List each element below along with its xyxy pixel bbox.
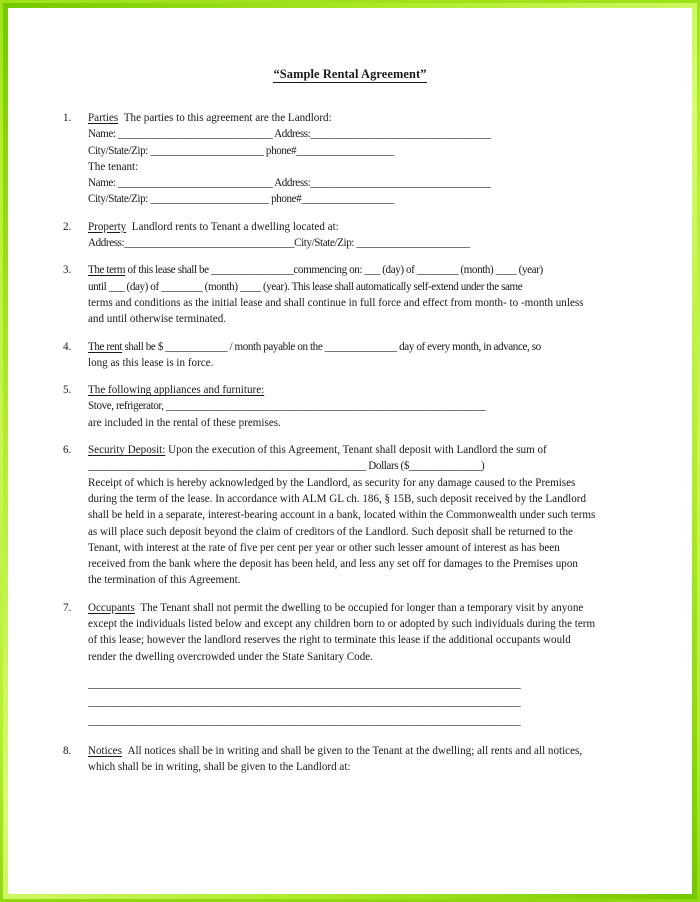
field-tenant-city-phone: City/State/Zip: _______________________ phone#__________________ [88, 193, 394, 206]
clause-body-line: are included in the rental of these premises. [88, 416, 281, 429]
clause-appliances [10, 382, 690, 431]
blank-write-in-line: ____________________________________________________________________________________ [88, 677, 521, 690]
clause-heading-line [88, 442, 668, 458]
clause-body-line: Receipt of which is hereby acknowledged by the Landlord, as security for any damage caused to the Premises [88, 476, 576, 489]
field-property-address: Address:_________________________________City/State/Zip: ______________________ [88, 237, 470, 250]
clause-parties [10, 110, 690, 208]
clause-number: 2. [63, 220, 72, 233]
blank-write-in-line: ____________________________________________________________________________________ [88, 696, 521, 709]
clause-heading-line [88, 262, 668, 278]
clause-body-line: which shall be in writing, shall be given to the Landlord at: [88, 761, 351, 774]
clause-intro-text: The Tenant shall not permit the dwelling to be occupied for longer than a temporary visit by anyone [140, 601, 584, 614]
clause-rent [10, 339, 690, 372]
document-page [10, 10, 690, 892]
clause-body-line: terms and conditions as the initial lease and shall continue in full force and effect from month- to -month unless [88, 296, 584, 309]
field-appliances-list: Stove, refrigerator, ______________________________________________________________ [88, 400, 486, 413]
clause-number: 3. [63, 264, 72, 277]
clause-heading-line [88, 110, 668, 126]
clause-heading-line [88, 219, 668, 235]
clause-notices [10, 743, 690, 776]
field-landlord-name-address: Name: ______________________________ Address:___________________________________ [88, 128, 491, 141]
field-landlord-city-phone: City/State/Zip: ______________________ phone#___________________ [88, 144, 394, 157]
clause-security-deposit [10, 442, 690, 589]
clause-number: 1. [63, 112, 72, 124]
field-tenant-name-address: Name: ______________________________ Address:___________________________________ [88, 177, 491, 190]
clause-intro-text: The parties to this agreement are the Landlord: [123, 112, 332, 124]
clause-body-line: and until otherwise terminated. [88, 313, 227, 326]
clause-body-line: Tenant, with interest at the rate of five per cent per year or other such lesser amount of interest as has been [88, 541, 560, 554]
field-deposit-amount: ______________________________________________________ Dollars ($______________) [88, 460, 485, 473]
clause-lead-label: Parties [88, 112, 119, 124]
clause-intro-text: shall be $ ____________ / month payable on the ______________ day of every month, in advance, so [124, 340, 541, 353]
blank-write-in-line: ____________________________________________________________________________________ [88, 714, 521, 727]
clause-lead-label: Occupants [88, 601, 135, 614]
clause-body-line: until ___ (day) of ________ (month) ____ (year). This lease shall automatically self-extend under the same [88, 280, 523, 293]
clause-occupants [10, 600, 690, 665]
clause-lead-label: The term [88, 264, 126, 277]
clause-number: 5. [63, 384, 72, 397]
clause-lead-label: Property [88, 220, 127, 233]
clause-heading-line [88, 339, 668, 355]
clause-intro-text: All notices shall be in writing and shall be given to the Tenant at the dwelling; all rents and all notices, [127, 744, 583, 757]
clause-heading-line [88, 382, 668, 398]
clause-intro-text: of this lease shall be ________________commencing on: ___ (day) of ________ (month) ____ (year) [127, 264, 543, 277]
clause-number: 6. [63, 444, 72, 457]
clause-body-line: long as this lease is in force. [88, 356, 214, 369]
occupants-blank-lines [10, 676, 690, 729]
clause-body-line: except the individuals listed below and except any children born to or adopted by such individuals during the term [88, 618, 596, 631]
page-title [10, 65, 690, 83]
clause-lead-label: The rent [88, 340, 123, 353]
clause-number: 4. [63, 340, 72, 353]
clause-heading-line [88, 600, 668, 616]
clause-body-line: as will place such deposit beyond the claim of creditors of the Landlord. Such deposit shall be returned to the [88, 525, 573, 538]
tenant-subheading: The tenant: [88, 160, 139, 173]
clause-body-line: during the term of the lease. In accordance with ALM GL ch. 186, § 15B, such deposit received by the Landlord [88, 492, 587, 505]
page-title-text: “Sample Rental Agreement” [273, 67, 427, 81]
clause-intro-text: Upon the execution of this Agreement, Tenant shall deposit with Landlord the sum of [168, 444, 547, 457]
clause-lead-label: The following appliances and furniture: [88, 384, 265, 397]
clause-body-line: the termination of this Agreement. [88, 574, 241, 587]
clause-property [10, 219, 690, 252]
clause-heading-line [88, 743, 668, 759]
document-body [10, 110, 690, 786]
clause-body-line: of this lease; however the landlord reserves the right to terminate this lease if the additional occupants would [88, 634, 571, 647]
clause-lead-label: Security Deposit: [88, 444, 166, 457]
clause-intro-text: Landlord rents to Tenant a dwelling located at: [131, 220, 339, 233]
clause-term [10, 262, 690, 327]
clause-lead-label: Notices [88, 744, 122, 757]
clause-body-line: render the dwelling overcrowded under the State Sanitary Code. [88, 650, 373, 663]
clause-number: 7. [63, 601, 72, 614]
clause-body-line: shall be held in a separate, interest-bearing account in a bank, located within the Commonwealth under such terms [88, 509, 596, 522]
document-sheet [10, 10, 690, 892]
clause-number: 8. [63, 744, 72, 757]
clause-body-line: received from the bank where the deposit has been held, and less any set off for damages to the Premises upon [88, 558, 578, 571]
